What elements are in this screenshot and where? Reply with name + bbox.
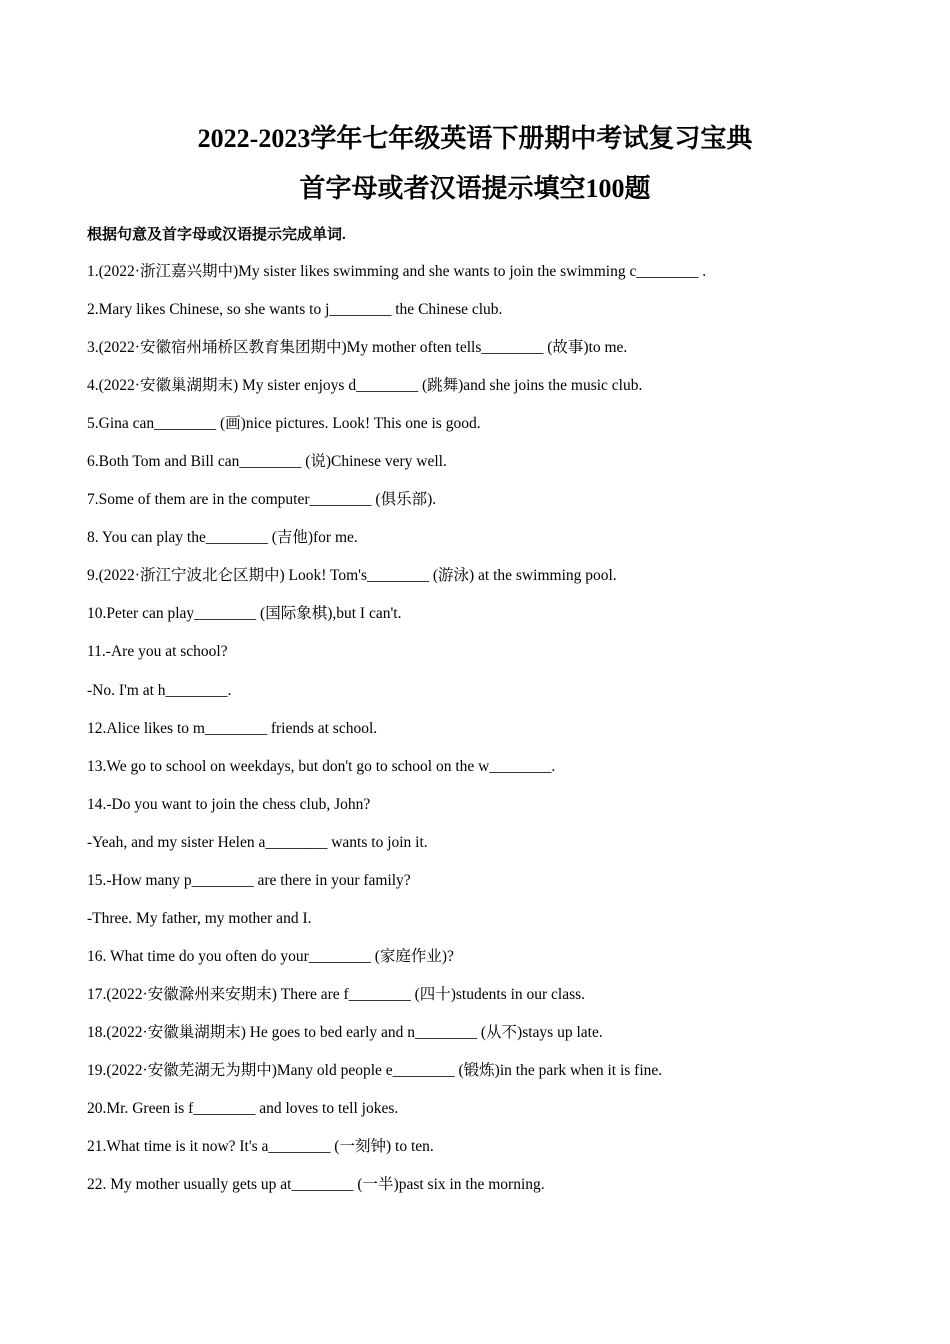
question-line-14: 14.-Do you want to join the chess club, John? [87, 795, 371, 813]
question-list [87, 261, 887, 1212]
question-line-3: 3.(2022·安徽宿州埇桥区教育集团期中)My mother often tells________ (故事)to me. [87, 339, 628, 357]
question-line-7: 7.Some of them are in the computer________ (俱乐部). [87, 491, 437, 509]
question-line-17: 17.(2022·安徽滁州来安期末) There are f________ (四十)students in our class. [87, 985, 586, 1003]
question-line-2: 2.Mary likes Chinese, so she wants to j________ the Chinese club. [87, 301, 503, 319]
question-line-1: 1.(2022·浙江嘉兴期中)My sister likes swimming and she wants to join the swimming c________ . [87, 263, 707, 280]
question-line-5: 5.Gina can________ (画)nice pictures. Look! This one is good. [87, 415, 481, 433]
document-title: 2022-2023学年七年级英语下册期中考试复习宝典 [197, 124, 753, 153]
document-subtitle: 首字母或者汉语提示填空100题 [299, 174, 651, 203]
question-line-20: 20.Mr. Green is f________ and loves to tell jokes. [87, 1100, 399, 1118]
question-line-18: 18.(2022·安徽巢湖期末) He goes to bed early and n________ (从不)stays up late. [87, 1023, 603, 1041]
answer-line-15: -Three. My father, my mother and I. [87, 909, 312, 927]
question-line-9: 9.(2022·浙江宁波北仑区期中) Look! Tom's________ (游泳) at the swimming pool. [87, 567, 617, 585]
answer-line-11: -No. I'm at h________. [87, 681, 232, 699]
question-line-16: 16. What time do you often do your________ (家庭作业)? [87, 947, 454, 965]
question-line-22: 22. My mother usually gets up at________ (一半)past six in the morning. [87, 1176, 545, 1194]
question-line-10: 10.Peter can play________ (国际象棋),but I can't. [87, 605, 402, 623]
question-line-21: 21.What time is it now? It's a________ (一刻钟) to ten. [87, 1138, 434, 1156]
answer-line-14: -Yeah, and my sister Helen a________ wants to join it. [87, 833, 428, 851]
instruction-text: 根据句意及首字母或汉语提示完成单词. [87, 227, 346, 243]
question-line-4: 4.(2022·安徽巢湖期末) My sister enjoys d________ (跳舞)and she joins the music club. [87, 377, 643, 395]
question-line-11: 11.-Are you at school? [87, 643, 228, 661]
question-line-6: 6.Both Tom and Bill can________ (说)Chinese very well. [87, 453, 447, 471]
question-line-15: 15.-How many p________ are there in your family? [87, 871, 411, 889]
question-line-19: 19.(2022·安徽芜湖无为期中)Many old people e________ (锻炼)in the park when it is fine. [87, 1061, 663, 1079]
question-line-12: 12.Alice likes to m________ friends at school. [87, 719, 378, 737]
question-line-8: 8. You can play the________ (吉他)for me. [87, 529, 358, 547]
question-line-13: 13.We go to school on weekdays, but don't go to school on the w________. [87, 757, 556, 775]
